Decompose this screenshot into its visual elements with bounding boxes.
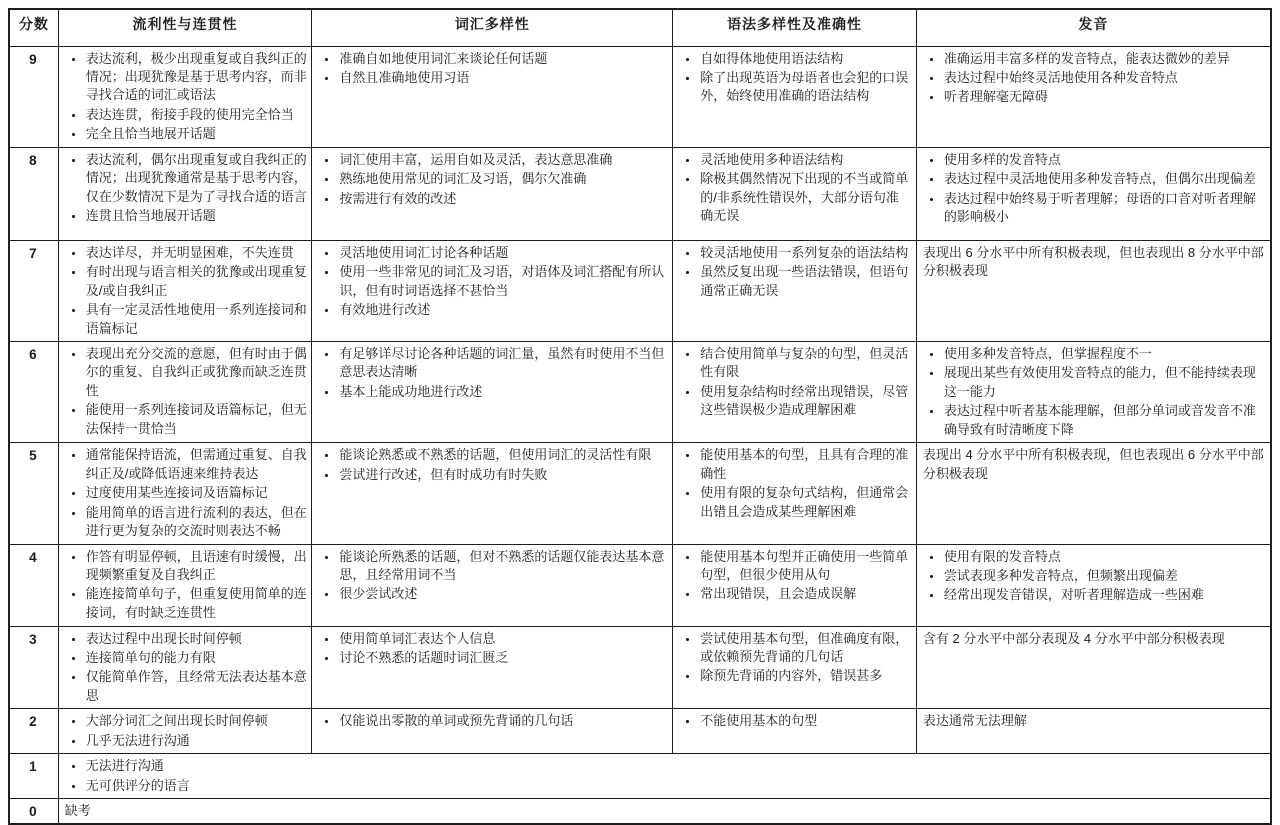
criterion-item: • 自然且准确地使用习语 [338, 69, 668, 87]
criterion-item: • 能谈论熟悉或不熟悉的话题，但使用词汇的灵活性有限 [338, 446, 668, 464]
pronunciation-cell [916, 544, 1271, 626]
lexical-cell [312, 709, 673, 754]
lexical-cell [312, 342, 673, 443]
band-row-8 [9, 147, 1271, 240]
band-row-6 [9, 342, 1271, 443]
criterion-item: • 除了出现英语为母语者也会犯的口误外，始终使用准确的语法结构 [699, 69, 912, 106]
pronunciation-cell: 表现出 4 分水平中所有积极表现，但也表现出 6 分水平中部分积极表现 [916, 443, 1271, 544]
merged-cell [58, 754, 1271, 799]
criteria-list [314, 345, 668, 401]
criterion-item: • 表达过程中听者基本能理解，但部分单词或音发音不准确导致有时清晰度下降 [943, 402, 1266, 439]
band-row-7 [9, 240, 1271, 341]
header-score: 分数 [9, 9, 58, 46]
criteria-list [919, 548, 1266, 605]
criterion-item: • 熟练地使用常见的词汇及习语，偶尔欠准确 [338, 170, 668, 188]
criterion-item: • 作答有明显停顿，且语速有时缓慢，出现频繁重复及自我纠正 [85, 548, 308, 585]
score-value: 6 [9, 342, 58, 443]
criteria-list [314, 446, 668, 484]
criterion-item: • 基本上能成功地进行改述 [338, 383, 668, 401]
pronunciation-cell: 表达通常无法理解 [916, 709, 1271, 754]
criterion-item: • 尝试表现多种发音特点，但频繁出现偏差 [943, 567, 1266, 585]
criteria-list [61, 151, 308, 226]
criteria-list [919, 345, 1266, 439]
criterion-item: • 具有一定灵活性地使用一系列连接词和语篇标记 [85, 301, 308, 338]
criterion-item: • 有效地进行改述 [338, 301, 668, 319]
criterion-item: • 按需进行有效的改述 [338, 190, 668, 208]
criterion-item: • 无法进行沟通 [85, 757, 1266, 775]
criterion-item: • 能用简单的语言进行流利的表达，但在进行更为复杂的交流时则表达不畅 [85, 504, 308, 541]
criteria-list [675, 630, 912, 686]
criterion-item: • 很少尝试改述 [338, 585, 668, 603]
score-value: 2 [9, 709, 58, 754]
header-lexical: 词汇多样性 [312, 9, 673, 46]
score-value: 3 [9, 626, 58, 709]
criteria-list [314, 50, 668, 88]
criterion-item: • 展现出某些有效使用发音特点的能力，但不能持续表现这一能力 [943, 364, 1266, 401]
header-fluency: 流利性与连贯性 [58, 9, 312, 46]
criterion-item: • 能谈论所熟悉的话题，但对不熟悉的话题仅能表达基本意思，且经常用词不当 [338, 548, 668, 585]
band-row-2 [9, 709, 1271, 754]
criteria-list [61, 446, 308, 540]
criterion-item: • 词汇使用丰富，运用自如及灵活，表达意思准确 [338, 151, 668, 169]
criterion-item: • 仅能简单作答，且经常无法表达基本意思 [85, 668, 308, 705]
criteria-list [61, 757, 1266, 795]
pronunciation-cell [916, 342, 1271, 443]
criterion-item: • 使用复杂结构时经常出现错误，尽管这些错误极少造成理解困难 [699, 383, 912, 420]
criteria-list [675, 345, 912, 420]
criteria-list [61, 244, 308, 338]
lexical-cell [312, 240, 673, 341]
criterion-item: • 使用简单词汇表达个人信息 [338, 630, 668, 648]
criterion-item: • 表达过程中出现长时间停顿 [85, 630, 308, 648]
criterion-item: • 能连接简单句子，但重复使用简单的连接词，有时缺乏连贯性 [85, 585, 308, 622]
band-descriptor-table [8, 8, 1272, 825]
grammar-cell [673, 443, 917, 544]
criterion-item: • 表达过程中始终灵活地使用各种发音特点 [943, 69, 1266, 87]
band-row-9 [9, 46, 1271, 147]
header-pronunciation: 发音 [916, 9, 1271, 46]
criteria-list [675, 244, 912, 300]
criterion-item: • 经常出现发音错误，对听者理解造成一些困难 [943, 586, 1266, 604]
fluency-cell [58, 443, 312, 544]
score-value: 9 [9, 46, 58, 147]
header-row [9, 9, 1271, 46]
pronunciation-cell [916, 147, 1271, 240]
criterion-item: • 表达详尽，并无明显困难，不失连贯 [85, 244, 308, 262]
criterion-item: • 表达连贯，衔接手段的使用完全恰当 [85, 106, 308, 124]
lexical-cell [312, 443, 673, 544]
criteria-list [61, 712, 308, 750]
grammar-cell [673, 147, 917, 240]
grammar-cell [673, 626, 917, 709]
criterion-item: • 使用有限的发音特点 [943, 548, 1266, 566]
fluency-cell [58, 240, 312, 341]
criterion-item: • 听者理解毫无障碍 [943, 88, 1266, 106]
pronunciation-cell: 含有 2 分水平中部分表现及 4 分水平中部分积极表现 [916, 626, 1271, 709]
criteria-list [919, 50, 1266, 107]
band-row-1 [9, 754, 1271, 799]
score-value: 5 [9, 443, 58, 544]
criterion-item: • 使用多种发音特点，但掌握程度不一 [943, 345, 1266, 363]
criterion-item: • 连贯且恰当地展开话题 [85, 207, 308, 225]
score-value: 8 [9, 147, 58, 240]
criteria-list [61, 345, 308, 438]
score-value: 1 [9, 754, 58, 799]
criterion-item: • 常出现错误，且会造成误解 [699, 585, 912, 603]
criterion-item: • 仅能说出零散的单词或预先背诵的几句话 [338, 712, 668, 730]
merged-cell: 缺考 [58, 799, 1271, 824]
criteria-list [314, 712, 668, 730]
criterion-item: • 灵活地使用多种语法结构 [699, 151, 912, 169]
criterion-item: • 过度使用某些连接词及语篇标记 [85, 484, 308, 502]
criterion-item: • 有足够详尽讨论各种话题的词汇量，虽然有时使用不当但意思表达清晰 [338, 345, 668, 382]
criteria-list [314, 244, 668, 320]
criterion-item: • 结合使用简单与复杂的句型，但灵活性有限 [699, 345, 912, 382]
criterion-item: • 自如得体地使用语法结构 [699, 50, 912, 68]
lexical-cell [312, 147, 673, 240]
criterion-item: • 表达过程中始终易于听者理解；母语的口音对听者理解的影响极小 [943, 190, 1266, 227]
criteria-list [314, 151, 668, 208]
pronunciation-cell [916, 46, 1271, 147]
criteria-list [61, 548, 308, 623]
criterion-item: • 表达流利，偶尔出现重复或自我纠正的情况；出现犹豫通常是基于思考内容，仅在少数情况下是为了寻找合适的语言 [85, 151, 308, 206]
criterion-item: • 表达过程中灵活地使用多种发音特点，但偶尔出现偏差 [943, 170, 1266, 188]
lexical-cell [312, 544, 673, 626]
criterion-item: • 能使用基本句型并正确使用一些简单句型，但很少使用从句 [699, 548, 912, 585]
fluency-cell [58, 147, 312, 240]
criterion-item: • 不能使用基本的句型 [699, 712, 912, 730]
header-grammar: 语法多样性及准确性 [673, 9, 917, 46]
criteria-list [675, 446, 912, 521]
criterion-item: • 完全且恰当地展开话题 [85, 125, 308, 143]
criterion-item: • 连接简单句的能力有限 [85, 649, 308, 667]
criterion-item: • 虽然反复出现一些语法错误，但语句通常正确无误 [699, 263, 912, 300]
fluency-cell [58, 544, 312, 626]
grammar-cell [673, 709, 917, 754]
grammar-cell [673, 342, 917, 443]
criterion-item: • 通常能保持语流，但需通过重复、自我纠正及/或降低语速来维持表达 [85, 446, 308, 483]
criterion-item: • 尝试使用基本句型，但准确度有限，或依赖预先背诵的几句话 [699, 630, 912, 667]
band-row-4 [9, 544, 1271, 626]
pronunciation-cell: 表现出 6 分水平中所有积极表现，但也表现出 8 分水平中部分积极表现 [916, 240, 1271, 341]
grammar-cell [673, 544, 917, 626]
score-value: 4 [9, 544, 58, 626]
fluency-cell [58, 342, 312, 443]
criterion-item: • 较灵活地使用一系列复杂的语法结构 [699, 244, 912, 262]
criteria-list [61, 630, 308, 706]
fluency-cell [58, 46, 312, 147]
criterion-item: • 使用有限的复杂句式结构，但通常会出错且会造成某些理解困难 [699, 484, 912, 521]
grammar-cell [673, 46, 917, 147]
criterion-item: • 尝试进行改述，但有时成功有时失败 [338, 466, 668, 484]
fluency-cell [58, 709, 312, 754]
grammar-cell [673, 240, 917, 341]
criterion-item: • 表现出充分交流的意愿，但有时由于偶尔的重复、自我纠正或犹豫而缺乏连贯性 [85, 345, 308, 400]
criterion-item: • 准确自如地使用词汇来谈论任何话题 [338, 50, 668, 68]
criteria-list [675, 712, 912, 730]
criteria-list [314, 630, 668, 668]
criteria-list [675, 548, 912, 604]
criterion-item: • 几乎无法进行沟通 [85, 732, 308, 750]
band-row-3 [9, 626, 1271, 709]
score-value: 7 [9, 240, 58, 341]
lexical-cell [312, 46, 673, 147]
band-row-5 [9, 443, 1271, 544]
band-row-0 [9, 799, 1271, 824]
criterion-item: • 能使用一系列连接词及语篇标记，但无法保持一贯恰当 [85, 401, 308, 438]
criterion-item: • 使用多样的发音特点 [943, 151, 1266, 169]
score-value: 0 [9, 799, 58, 824]
criteria-list [61, 50, 308, 144]
criterion-item: • 无可供评分的语言 [85, 777, 1266, 795]
criterion-item: • 大部分词汇之间出现长时间停顿 [85, 712, 308, 730]
criterion-item: • 表达流利，极少出现重复或自我纠正的情况；出现犹豫是基于思考内容，而非寻找合适的词汇或语法 [85, 50, 308, 105]
criterion-item: • 除极其偶然情况下出现的不当或简单的/非系统性错误外，大部分语句准确无误 [699, 170, 912, 225]
criterion-item: • 能使用基本的句型，且具有合理的准确性 [699, 446, 912, 483]
lexical-cell [312, 626, 673, 709]
criteria-list [675, 151, 912, 226]
criterion-item: • 使用一些非常见的词汇及习语，对语体及词汇搭配有所认识，但有时词语选择不甚恰当 [338, 263, 668, 300]
criterion-item: • 讨论不熟悉的话题时词汇匮乏 [338, 649, 668, 667]
fluency-cell [58, 626, 312, 709]
criterion-item: • 除预先背诵的内容外，错误甚多 [699, 667, 912, 685]
criteria-list [675, 50, 912, 106]
criteria-list [919, 151, 1266, 227]
criterion-item: • 灵活地使用词汇讨论各种话题 [338, 244, 668, 262]
criterion-item: • 有时出现与语言相关的犹豫或出现重复及/或自我纠正 [85, 263, 308, 300]
criterion-item: • 准确运用丰富多样的发音特点，能表达微妙的差异 [943, 50, 1266, 68]
criteria-list [314, 548, 668, 604]
